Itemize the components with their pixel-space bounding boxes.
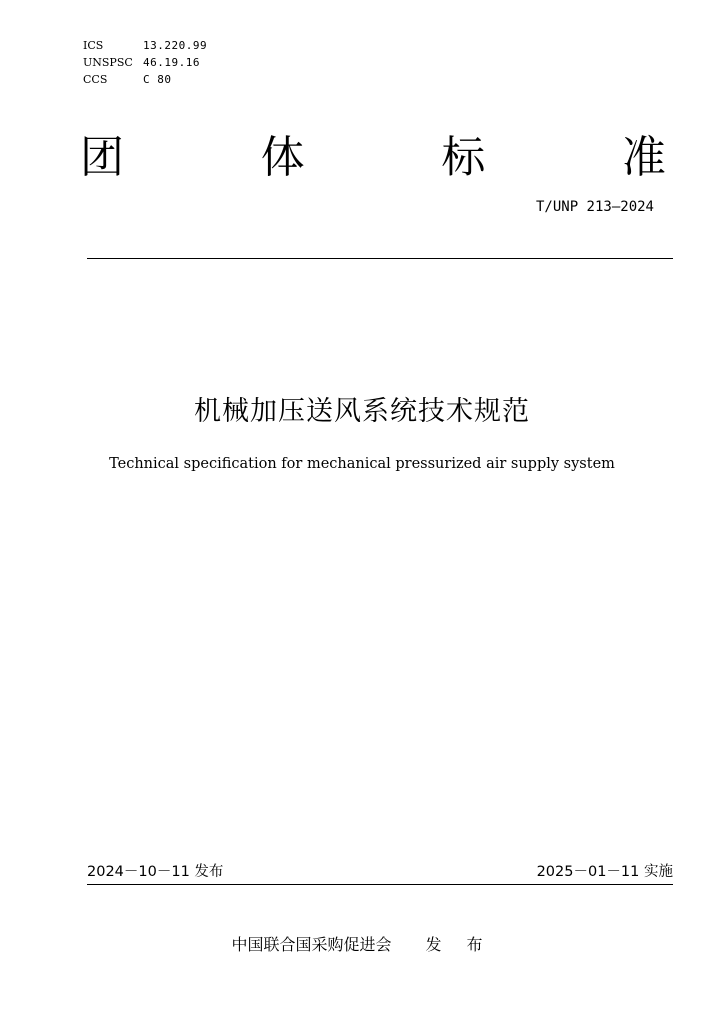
unspsc-label: UNSPSC xyxy=(83,56,133,69)
standard-type-char: 标 xyxy=(441,132,486,183)
ics-label: ICS xyxy=(83,39,104,52)
document-title-english: Technical specification for mechanical pressurized air supply system xyxy=(109,456,615,472)
top-divider xyxy=(87,258,673,259)
standard-type-char: 准 xyxy=(621,132,666,183)
unspsc-value: 46.19.16 xyxy=(143,56,200,69)
issuing-organization: 中国联合国采购促进会 xyxy=(231,935,392,954)
ics-value: 13.220.99 xyxy=(143,39,208,52)
issuer-line xyxy=(0,934,724,956)
ccs-label: CCS xyxy=(83,73,108,86)
ccs-value: C 80 xyxy=(143,73,172,86)
ics-code-row xyxy=(83,37,207,54)
standard-type-char: 团 xyxy=(80,132,124,183)
issue-action: 发 布 xyxy=(425,935,493,954)
bottom-divider xyxy=(87,884,673,885)
standard-type-heading xyxy=(80,130,666,186)
issue-date: 2024－10－11 发布 xyxy=(87,864,224,880)
standard-type-char: 体 xyxy=(260,132,305,183)
effective-date: 2025－01－11 实施 xyxy=(536,864,673,880)
ccs-code-row xyxy=(83,71,207,88)
standard-number: T/UNP 213—2024 xyxy=(535,199,654,215)
unspsc-code-row xyxy=(83,54,207,71)
classification-codes xyxy=(83,37,207,88)
document-title-chinese: 机械加压送风系统技术规范 xyxy=(194,396,530,427)
